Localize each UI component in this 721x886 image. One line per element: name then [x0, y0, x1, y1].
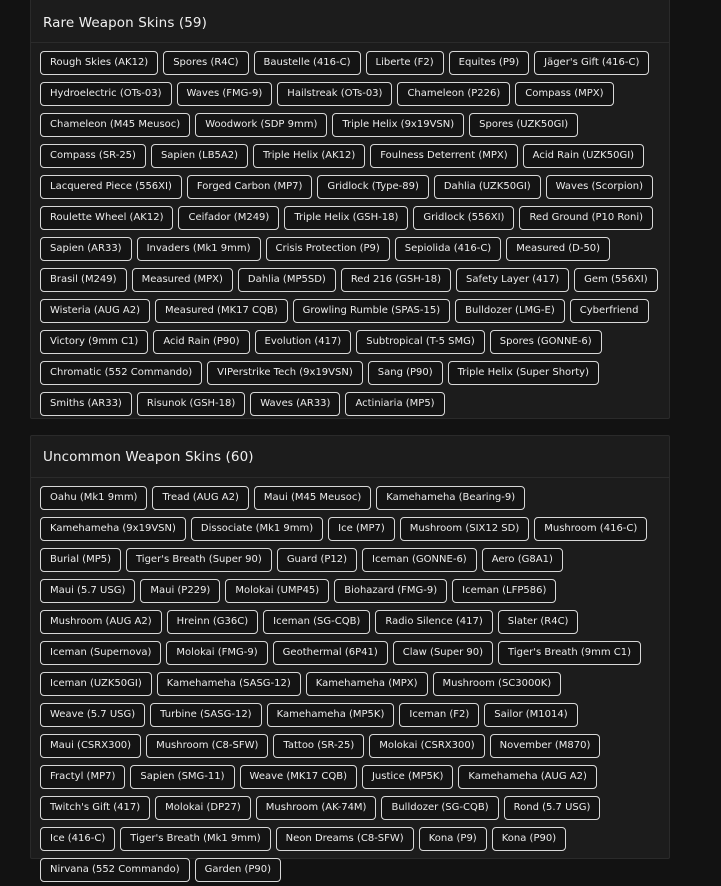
rare-skin-tag[interactable]: Chromatic (552 Commando): [40, 361, 202, 385]
uncommon-skin-tag[interactable]: Kamehameha (SASG-12): [157, 672, 301, 696]
rare-skin-tag[interactable]: Bulldozer (LMG-E): [455, 299, 565, 323]
uncommon-skin-tag[interactable]: Kona (P90): [492, 827, 566, 851]
rare-skin-tag[interactable]: Growling Rumble (SPAS-15): [293, 299, 450, 323]
rare-skin-tag[interactable]: Dahlia (UZK50GI): [434, 175, 541, 199]
uncommon-skin-tag[interactable]: Bulldozer (SG-CQB): [381, 796, 498, 820]
uncommon-skins-title: Uncommon Weapon Skins (60): [43, 448, 254, 465]
uncommon-skins-header: [31, 436, 669, 478]
uncommon-skin-tag[interactable]: Tattoo (SR-25): [273, 734, 364, 758]
uncommon-skin-tag[interactable]: Aero (G8A1): [482, 548, 563, 572]
uncommon-skin-tag[interactable]: Nirvana (552 Commando): [40, 858, 190, 882]
uncommon-skin-tag[interactable]: Hreinn (G36C): [167, 610, 258, 634]
uncommon-skin-tag[interactable]: Twitch's Gift (417): [40, 796, 150, 820]
rare-skin-tag[interactable]: Evolution (417): [255, 330, 352, 354]
uncommon-skin-tag[interactable]: Tiger's Breath (9mm C1): [498, 641, 641, 665]
rare-skin-tag[interactable]: Triple Helix (AK12): [253, 144, 365, 168]
uncommon-skin-tag[interactable]: Garden (P90): [195, 858, 281, 882]
rare-skin-tag[interactable]: Waves (FMG-9): [177, 82, 273, 106]
uncommon-skins-list: [31, 478, 669, 882]
uncommon-skin-tag[interactable]: Geothermal (6P41): [273, 641, 388, 665]
uncommon-skin-tag[interactable]: Fractyl (MP7): [40, 765, 125, 789]
rare-skin-tag[interactable]: Spores (UZK50GI): [469, 113, 578, 137]
rare-skin-tag[interactable]: Safety Layer (417): [456, 268, 569, 292]
rare-skin-tag[interactable]: Measured (MPX): [132, 268, 233, 292]
uncommon-skin-tag[interactable]: Maui (CSRX300): [40, 734, 141, 758]
rare-skin-tag[interactable]: Measured (D-50): [506, 237, 610, 261]
uncommon-skin-tag[interactable]: Weave (5.7 USG): [40, 703, 145, 727]
rare-skin-tag[interactable]: Wisteria (AUG A2): [40, 299, 150, 323]
uncommon-skin-tag[interactable]: November (M870): [490, 734, 601, 758]
rare-skin-tag[interactable]: Gridlock (556XI): [413, 206, 514, 230]
uncommon-skin-tag[interactable]: Slater (R4C): [498, 610, 579, 634]
rare-skin-tag[interactable]: Lacquered Piece (556XI): [40, 175, 182, 199]
uncommon-skin-tag[interactable]: Molokai (UMP45): [225, 579, 329, 603]
rare-skin-tag[interactable]: Hydroelectric (OTs-03): [40, 82, 172, 106]
rare-skin-tag[interactable]: Cyberfriend: [570, 299, 649, 323]
uncommon-skin-tag[interactable]: Ice (416-C): [40, 827, 115, 851]
rare-skin-tag[interactable]: Ceifador (M249): [178, 206, 279, 230]
rare-skin-tag[interactable]: Baustelle (416-C): [254, 51, 361, 75]
rare-skin-tag[interactable]: Compass (MPX): [515, 82, 613, 106]
rare-skin-tag[interactable]: Waves (Scorpion): [546, 175, 653, 199]
rare-skin-tag[interactable]: Jäger's Gift (416-C): [534, 51, 649, 75]
rare-skin-tag[interactable]: Spores (GONNE-6): [490, 330, 602, 354]
uncommon-skin-tag[interactable]: Mushroom (SIX12 SD): [400, 517, 529, 541]
uncommon-skin-tag[interactable]: Tiger's Breath (Super 90): [126, 548, 272, 572]
uncommon-skin-tag[interactable]: Guard (P12): [277, 548, 357, 572]
uncommon-skin-tag[interactable]: Ice (MP7): [328, 517, 395, 541]
uncommon-skin-tag[interactable]: Sailor (M1014): [484, 703, 577, 727]
rare-skin-tag[interactable]: Actiniaria (MP5): [345, 392, 444, 416]
uncommon-skin-tag[interactable]: Molokai (CSRX300): [369, 734, 484, 758]
rare-skins-list: [31, 43, 669, 416]
uncommon-skin-tag[interactable]: Maui (M45 Meusoc): [254, 486, 371, 510]
uncommon-skin-tag[interactable]: Iceman (UZK50GI): [40, 672, 152, 696]
rare-skin-tag[interactable]: Smiths (AR33): [40, 392, 132, 416]
rare-skin-tag[interactable]: Gridlock (Type-89): [317, 175, 428, 199]
rare-skin-tag[interactable]: Rough Skies (AK12): [40, 51, 158, 75]
uncommon-skin-tag[interactable]: Claw (Super 90): [393, 641, 493, 665]
rare-skin-tag[interactable]: Triple Helix (GSH-18): [284, 206, 408, 230]
rare-skin-tag[interactable]: Woodwork (SDP 9mm): [195, 113, 327, 137]
uncommon-skins-panel: [30, 435, 670, 875]
rare-skin-tag[interactable]: Subtropical (T-5 SMG): [356, 330, 485, 354]
rare-skin-tag[interactable]: Crisis Protection (P9): [266, 237, 390, 261]
uncommon-skin-tag[interactable]: Mushroom (AUG A2): [40, 610, 162, 634]
uncommon-skin-tag[interactable]: Iceman (Supernova): [40, 641, 161, 665]
rare-skins-panel: [30, 0, 670, 419]
uncommon-skin-tag[interactable]: Kona (P9): [419, 827, 487, 851]
uncommon-skin-tag[interactable]: Mushroom (SC3000K): [433, 672, 562, 696]
uncommon-skin-tag[interactable]: Iceman (SG-CQB): [263, 610, 370, 634]
rare-skin-tag[interactable]: Brasil (M249): [40, 268, 127, 292]
rare-skins-title: Rare Weapon Skins (59): [43, 14, 207, 31]
rare-skin-tag[interactable]: Sepiolida (416-C): [395, 237, 501, 261]
uncommon-skin-tag[interactable]: Tiger's Breath (Mk1 9mm): [120, 827, 270, 851]
uncommon-skin-tag[interactable]: Kamehameha (AUG A2): [458, 765, 597, 789]
rare-skin-tag[interactable]: Sang (P90): [368, 361, 443, 385]
rare-skin-tag[interactable]: Dahlia (MP5SD): [238, 268, 336, 292]
uncommon-skin-tag[interactable]: Oahu (Mk1 9mm): [40, 486, 147, 510]
rare-skin-tag[interactable]: Triple Helix (Super Shorty): [448, 361, 599, 385]
uncommon-skin-tag[interactable]: Biohazard (FMG-9): [334, 579, 447, 603]
uncommon-skin-tag[interactable]: Dissociate (Mk1 9mm): [191, 517, 323, 541]
rare-skin-tag[interactable]: Sapien (LB5A2): [151, 144, 248, 168]
rare-skin-tag[interactable]: Red Ground (P10 Roni): [519, 206, 653, 230]
uncommon-skin-tag[interactable]: Iceman (LFP586): [452, 579, 556, 603]
rare-skin-tag[interactable]: Acid Rain (P90): [153, 330, 249, 354]
rare-skin-tag[interactable]: Foulness Deterrent (MPX): [370, 144, 517, 168]
rare-skin-tag[interactable]: Hailstreak (OTs-03): [277, 82, 392, 106]
uncommon-skin-tag[interactable]: Radio Silence (417): [375, 610, 492, 634]
rare-skin-tag[interactable]: Sapien (AR33): [40, 237, 132, 261]
uncommon-skin-tag[interactable]: Maui (5.7 USG): [40, 579, 135, 603]
rare-skin-tag[interactable]: Waves (AR33): [250, 392, 340, 416]
uncommon-skin-tag[interactable]: Mushroom (C8-SFW): [146, 734, 268, 758]
uncommon-skin-tag[interactable]: Maui (P229): [140, 579, 220, 603]
rare-skin-tag[interactable]: Measured (MK17 CQB): [155, 299, 288, 323]
uncommon-skin-tag[interactable]: Molokai (DP27): [155, 796, 251, 820]
uncommon-skin-tag[interactable]: Mushroom (AK-74M): [256, 796, 377, 820]
rare-skin-tag[interactable]: Acid Rain (UZK50GI): [523, 144, 644, 168]
rare-skin-tag[interactable]: Risunok (GSH-18): [137, 392, 245, 416]
uncommon-skin-tag[interactable]: Kamehameha (9x19VSN): [40, 517, 186, 541]
uncommon-skin-tag[interactable]: Weave (MK17 CQB): [240, 765, 357, 789]
rare-skin-tag[interactable]: Liberte (F2): [366, 51, 444, 75]
uncommon-skin-tag[interactable]: Mushroom (416-C): [534, 517, 647, 541]
uncommon-skin-tag[interactable]: Iceman (F2): [399, 703, 479, 727]
rare-skin-tag[interactable]: Roulette Wheel (AK12): [40, 206, 173, 230]
rare-skin-tag[interactable]: Triple Helix (9x19VSN): [332, 113, 464, 137]
uncommon-skin-tag[interactable]: Rond (5.7 USG): [504, 796, 601, 820]
rare-skin-tag[interactable]: Spores (R4C): [163, 51, 248, 75]
uncommon-skin-tag[interactable]: Sapien (SMG-11): [130, 765, 234, 789]
rare-skin-tag[interactable]: Invaders (Mk1 9mm): [137, 237, 261, 261]
uncommon-skin-tag[interactable]: Kamehameha (MP5K): [267, 703, 395, 727]
uncommon-skin-tag[interactable]: Kamehameha (Bearing-9): [376, 486, 525, 510]
uncommon-skin-tag[interactable]: Justice (MP5K): [362, 765, 453, 789]
uncommon-skin-tag[interactable]: Tread (AUG A2): [152, 486, 248, 510]
rare-skin-tag[interactable]: VIPerstrike Tech (9x19VSN): [207, 361, 363, 385]
rare-skin-tag[interactable]: Chameleon (M45 Meusoc): [40, 113, 190, 137]
uncommon-skin-tag[interactable]: Turbine (SASG-12): [150, 703, 261, 727]
uncommon-skin-tag[interactable]: Burial (MP5): [40, 548, 121, 572]
rare-skin-tag[interactable]: Gem (556XI): [574, 268, 658, 292]
uncommon-skin-tag[interactable]: Iceman (GONNE-6): [362, 548, 477, 572]
uncommon-skin-tag[interactable]: Kamehameha (MPX): [306, 672, 428, 696]
rare-skin-tag[interactable]: Victory (9mm C1): [40, 330, 148, 354]
uncommon-skin-tag[interactable]: Molokai (FMG-9): [166, 641, 267, 665]
rare-skin-tag[interactable]: Red 216 (GSH-18): [341, 268, 451, 292]
rare-skin-tag[interactable]: Chameleon (P226): [397, 82, 510, 106]
rare-skins-header: [31, 0, 669, 43]
rare-skin-tag[interactable]: Equites (P9): [449, 51, 529, 75]
uncommon-skin-tag[interactable]: Neon Dreams (C8-SFW): [276, 827, 414, 851]
rare-skin-tag[interactable]: Forged Carbon (MP7): [187, 175, 313, 199]
rare-skin-tag[interactable]: Compass (SR-25): [40, 144, 146, 168]
